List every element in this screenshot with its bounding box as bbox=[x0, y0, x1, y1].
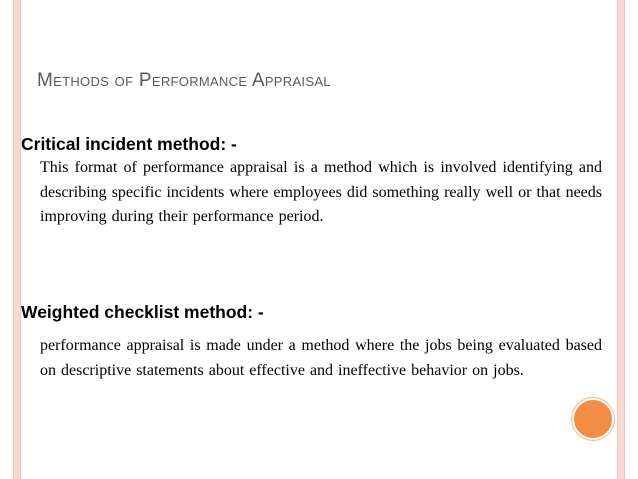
slide-title: Methods of Performance Appraisal bbox=[37, 70, 331, 91]
section-heading-weighted-checklist: Weighted checklist method: - bbox=[21, 302, 264, 322]
accent-circle-icon bbox=[572, 398, 614, 440]
right-decorative-band bbox=[617, 0, 625, 479]
section-body-critical-incident: This format of performance appraisal is a method which is involved identifying and describing specific incidents where employees did something really well or that needs improving during their performance period. bbox=[40, 159, 602, 226]
left-decorative-band bbox=[13, 0, 21, 479]
section-body-weighted-checklist: performance appraisal is made under a method where the jobs being evaluated based on descriptive statements about effective and ineffective behavior on jobs. bbox=[40, 337, 602, 379]
section-heading-critical-incident: Critical incident method: - bbox=[21, 134, 237, 154]
